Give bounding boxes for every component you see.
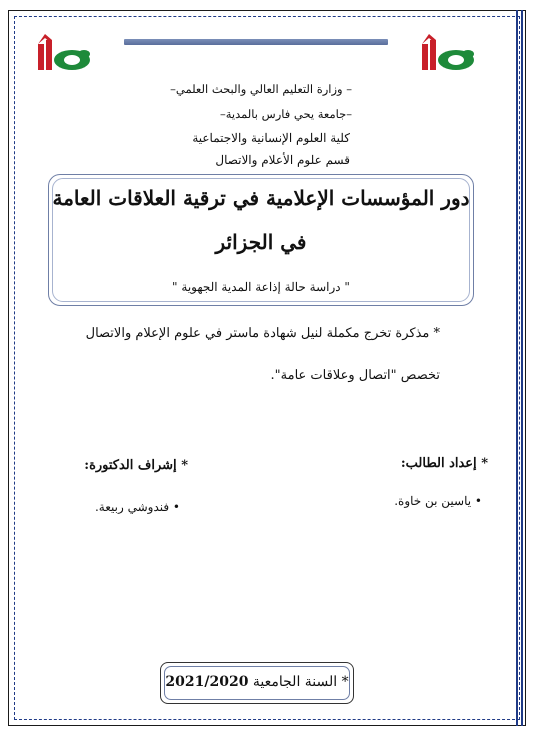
memo-specialty: تخصص "اتصال وعلاقات عامة". [270, 368, 440, 383]
case-study-subtitle: " دراسة حالة إذاعة المدية الجهوية " [172, 280, 350, 294]
student-name: • ياسين بن خاوة. [394, 494, 482, 508]
department-name: قسم علوم الأعلام والاتصال [215, 153, 350, 167]
academic-year-value: 2021/2020 [165, 674, 249, 690]
decorative-bar [124, 39, 388, 45]
thesis-title-line-1: دور المؤسسات الإعلامية في ترقية العلاقات العامة [52, 186, 470, 210]
memo-purpose: * مذكرة تخرج مكملة لنيل شهادة ماستر في علوم الإعلام والاتصال [85, 326, 440, 341]
ministry-name: – وزارة التعليم العالي والبحث العلمي– [170, 82, 352, 96]
university-name: –جامعة يحي فارس بالمدية– [219, 107, 352, 121]
academic-year [160, 674, 354, 690]
supervisor-name: • فندوشي ربيعة. [94, 500, 180, 514]
page-border-inner [14, 16, 520, 720]
prepared-by-label: * إعداد الطالب: [400, 456, 488, 471]
university-logo-left [36, 30, 94, 74]
faculty-name: كلية العلوم الإنسانية والاجتماعية [192, 131, 350, 145]
supervision-label: * إشراف الدكتورة: [84, 458, 188, 473]
academic-year-label: * السنة الجامعية [252, 674, 349, 690]
university-logo-right [420, 30, 478, 74]
thesis-title-line-2: في الجزائر [215, 230, 307, 254]
page-border-right-band [516, 10, 523, 726]
